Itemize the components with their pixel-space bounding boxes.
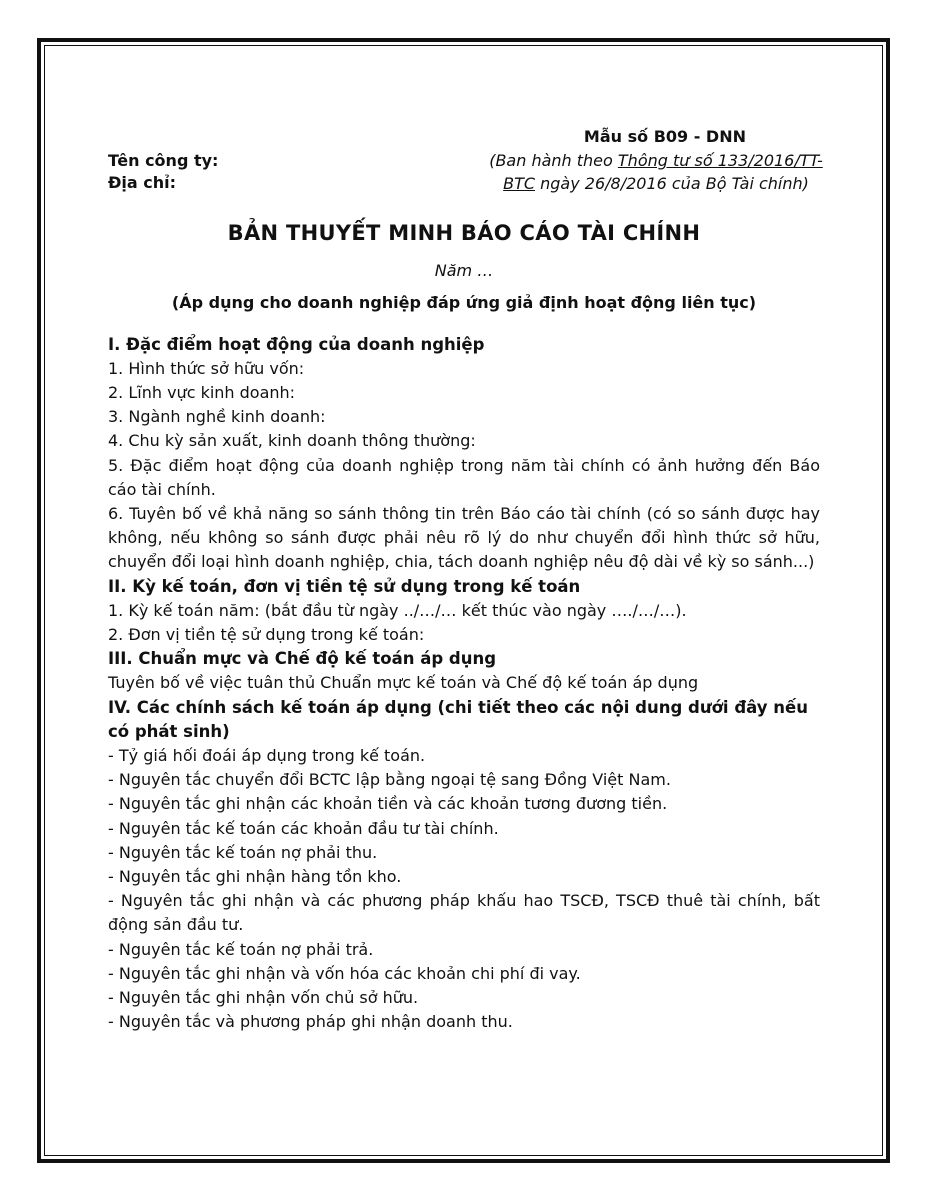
list-item: - Nguyên tắc ghi nhận và vốn hóa các khoản chi phí đi vay.	[108, 963, 581, 983]
list-item: - Nguyên tắc ghi nhận các khoản tiền và các khoản tương đương tiền.	[108, 794, 668, 814]
list-item: - Nguyên tắc ghi nhận hàng tồn kho.	[108, 867, 402, 887]
list-item: - Nguyên tắc chuyển đổi BCTC lập bằng ngoại tệ sang Đồng Việt Nam.	[108, 770, 671, 790]
list-item: - Tỷ giá hối đoái áp dụng trong kế toán.	[108, 746, 426, 766]
list-item: 1. Hình thức sở hữu vốn:	[108, 358, 305, 378]
issued-by-note	[480, 149, 832, 195]
applicability-note: (Áp dụng cho doanh nghiệp đáp ứng giả định hoạt động liên tục)	[171, 293, 757, 313]
list-item: 2. Đơn vị tiền tệ sử dụng trong kế toán:	[108, 625, 425, 645]
document-title: BẢN THUYẾT MINH BÁO CÁO TÀI CHÍNH	[227, 221, 701, 245]
list-item: 4. Chu kỳ sản xuất, kinh doanh thông thường:	[108, 431, 476, 451]
list-item: 5. Đặc điểm hoạt động của doanh nghiệp trong năm tài chính có ảnh hưởng đến Báo cáo tài chính.	[108, 455, 820, 499]
company-name-label: Tên công ty:	[108, 151, 219, 170]
list-item: - Nguyên tắc kế toán các khoản đầu tư tài chính.	[108, 818, 499, 838]
list-item: 3. Ngành nghề kinh doanh:	[108, 407, 326, 427]
spacer	[108, 316, 820, 333]
list-item: - Nguyên tắc và phương pháp ghi nhận doanh thu.	[108, 1012, 513, 1032]
document-body	[108, 125, 823, 1035]
section-heading-1: I. Đặc điểm hoạt động của doanh nghiệp	[108, 334, 485, 354]
list-item: 1. Kỳ kế toán năm: (bắt đầu từ ngày ../…/… kết thúc vào ngày …./…/…).	[108, 600, 687, 620]
list-item: - Nguyên tắc ghi nhận vốn chủ sở hữu.	[108, 988, 419, 1008]
circular-link[interactable]: Thông tư số 133/2016/TT-	[617, 151, 823, 170]
document-header	[108, 125, 823, 195]
list-item: - Nguyên tắc ghi nhận và các phương pháp khấu hao TSCĐ, TSCĐ thuê tài chính, bất động sản đầu tư.	[108, 891, 820, 935]
section-heading-3: III. Chuẩn mực và Chế độ kế toán áp dụng	[108, 649, 496, 669]
form-number: Mẫu số B09 - DNN	[583, 127, 746, 146]
section-heading-2: II. Kỳ kế toán, đơn vị tiền tệ sử dụng trong kế toán	[108, 576, 581, 596]
list-item: 2. Lĩnh vực kinh doanh:	[108, 383, 296, 403]
address-label: Địa chỉ:	[108, 173, 177, 192]
circular-link-cont[interactable]: BTC	[503, 174, 536, 193]
report-year: Năm …	[434, 261, 494, 281]
issued-suffix: ngày 26/8/2016 của Bộ Tài chính)	[535, 174, 809, 193]
issued-prefix: (Ban hành theo	[489, 151, 618, 170]
list-item: Tuyên bố về việc tuân thủ Chuẩn mực kế toán và Chế độ kế toán áp dụng	[108, 673, 699, 693]
list-item: 6. Tuyên bố về khả năng so sánh thông tin trên Báo cáo tài chính (có so sánh được hay không, nếu không so sánh được phải nêu rõ lý do như chuyển đổi hình thức sở hữu, chuyển đổi loại hình doanh nghiệp, chia, tách doanh nghiệp nêu độ dài về kỳ so sánh...)	[108, 504, 820, 572]
section-heading-4: IV. Các chính sách kế toán áp dụng (chi tiết theo các nội dung dưới đây nếu có phát sinh)	[108, 697, 808, 741]
list-item: - Nguyên tắc kế toán nợ phải thu.	[108, 842, 378, 862]
list-item: - Nguyên tắc kế toán nợ phải trả.	[108, 939, 374, 959]
